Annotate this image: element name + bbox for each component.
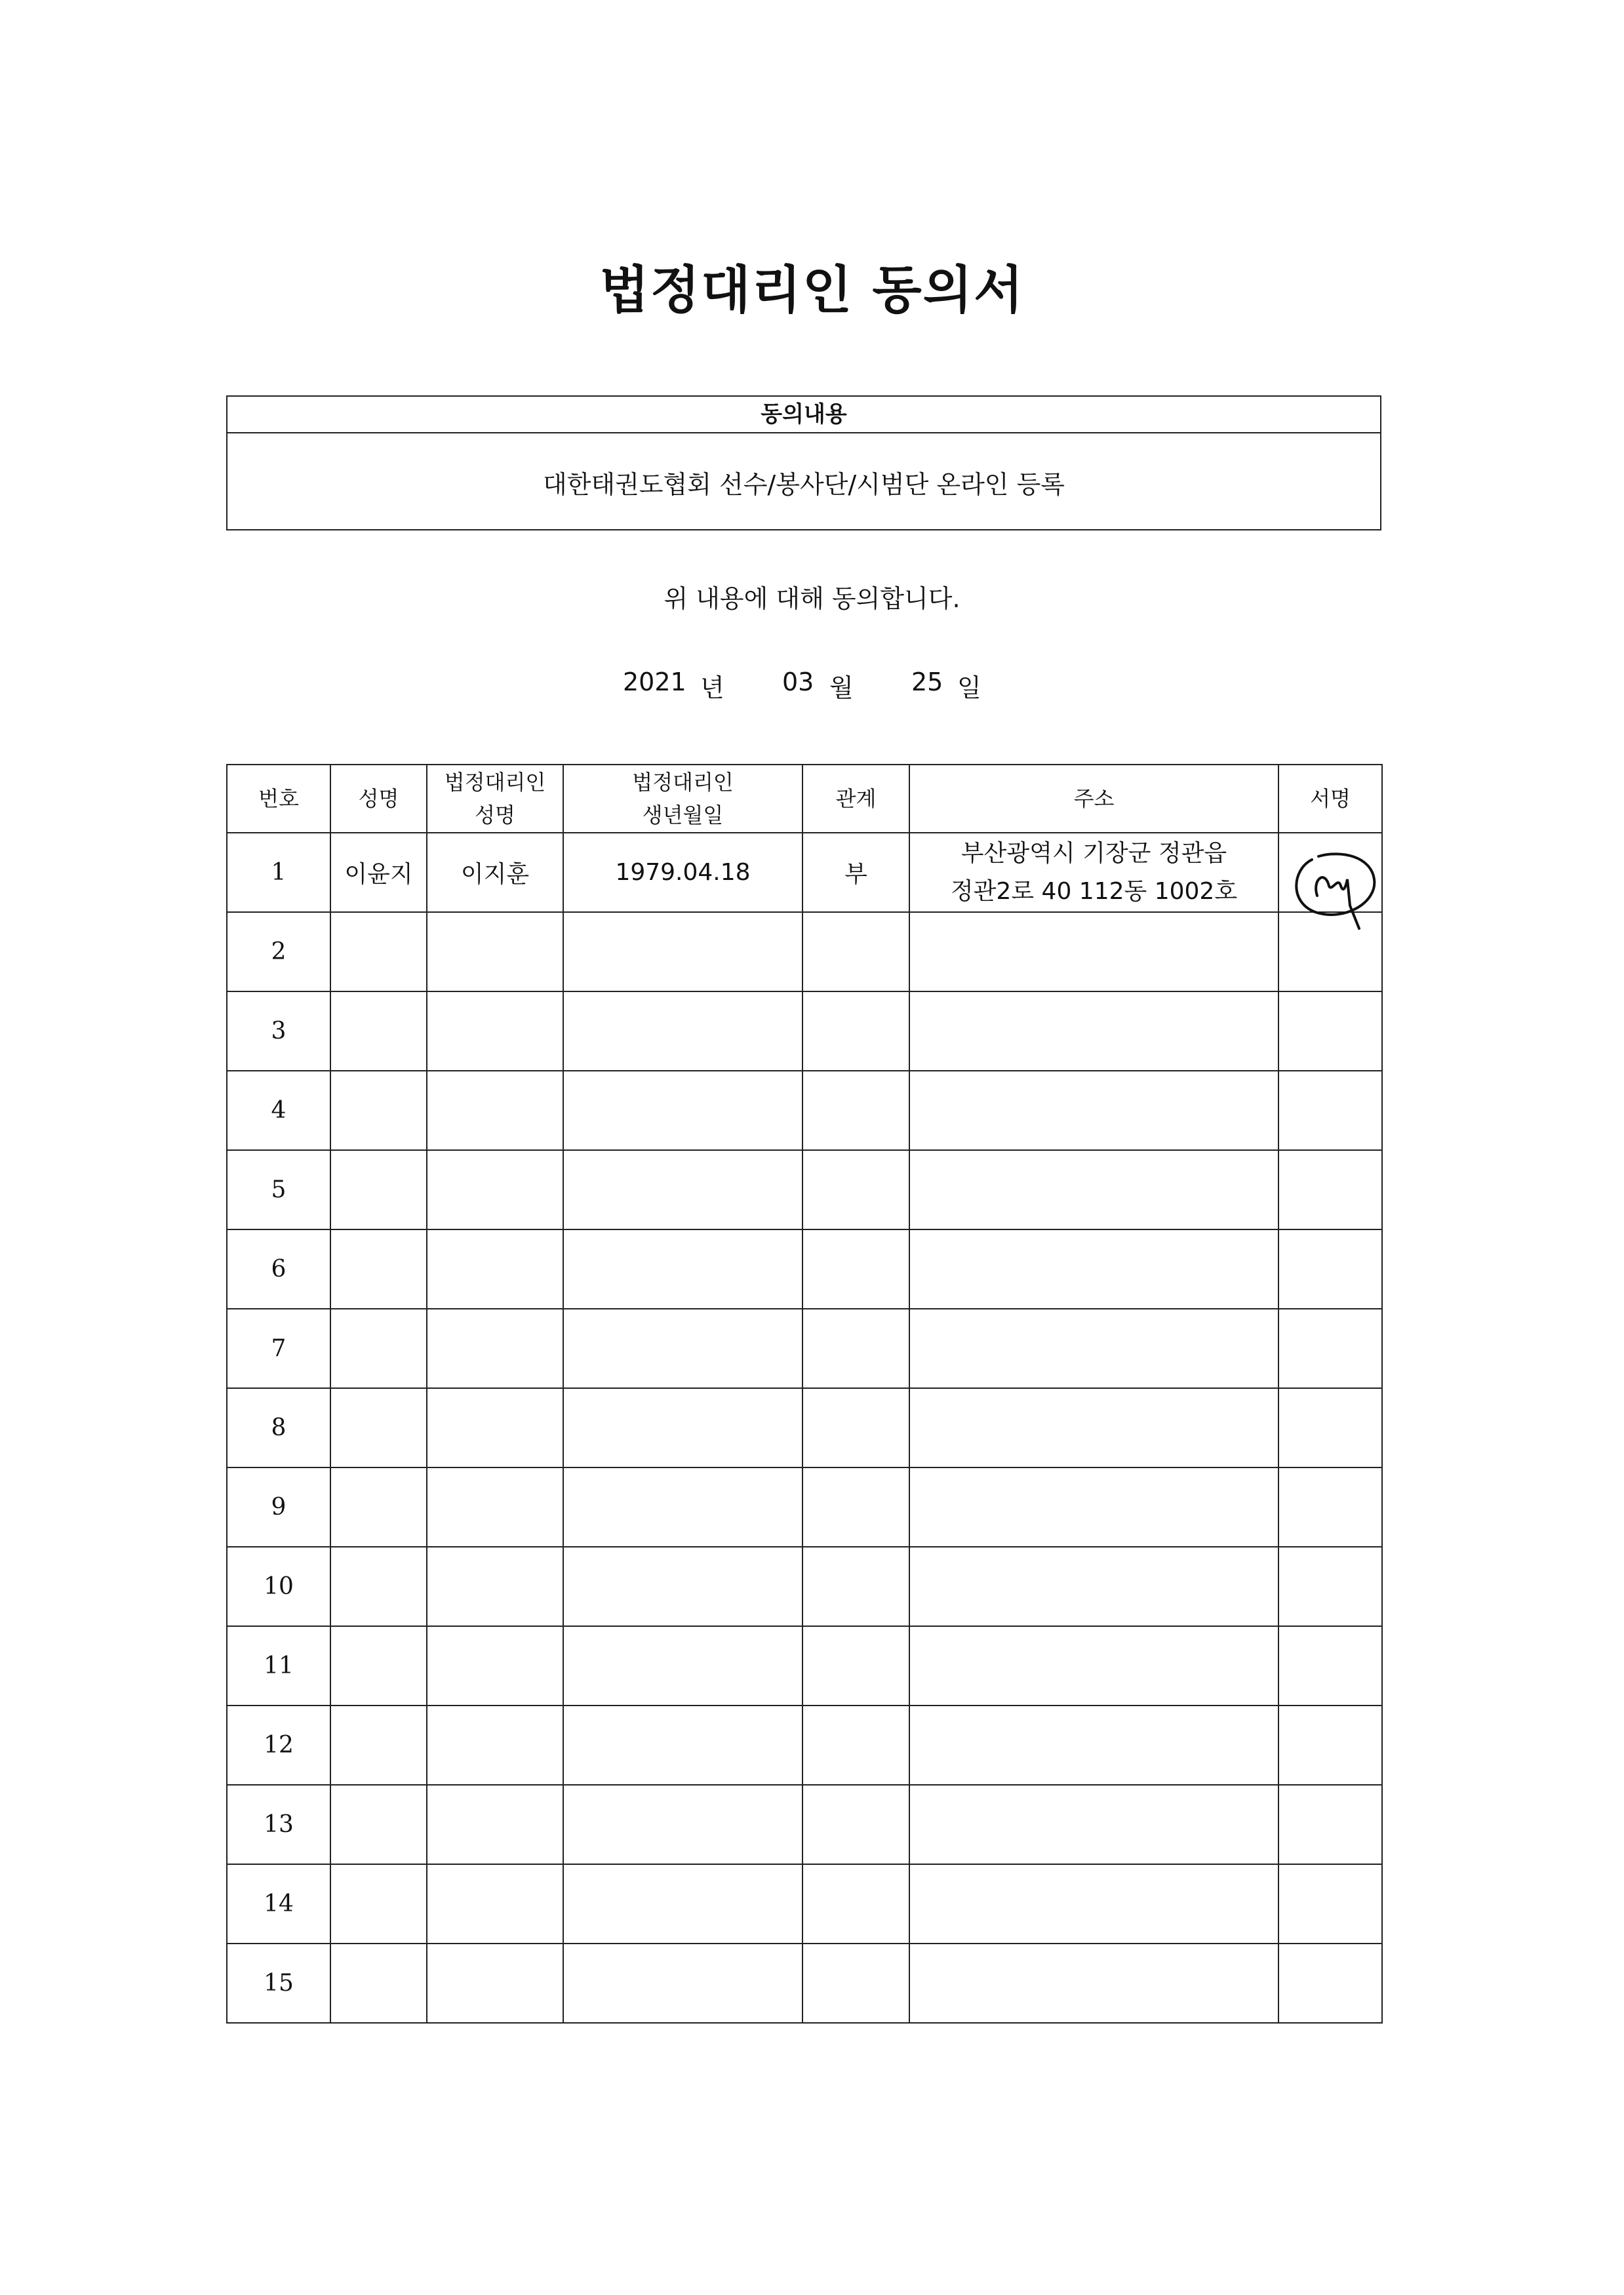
row-address [909,1706,1278,1785]
table-row [227,1071,1382,1150]
row-guardian-name [427,1388,563,1467]
table-row [227,1309,1382,1388]
row-address [909,1467,1278,1547]
row-guardian-name [427,1626,563,1706]
row-address [909,1785,1278,1864]
row-signature [1278,1864,1382,1944]
row-relation [802,912,909,991]
row-signature [1278,1467,1382,1547]
row-address [909,1547,1278,1626]
row-signature [1278,991,1382,1071]
row-relation [802,1864,909,1944]
row-no: 12 [227,1706,330,1785]
row-address [909,1864,1278,1944]
row-guardian-birth [563,1388,802,1467]
row-address [909,1150,1278,1229]
row-relation [802,1309,909,1388]
row-relation [802,1944,909,2023]
row-guardian-birth: 1979.04.18 [563,833,802,912]
row-guardian-birth [563,1150,802,1229]
guardian-registration-table [226,764,1383,2024]
row-signature [1278,1229,1382,1309]
row-relation [802,1626,909,1706]
row-guardian-name [427,991,563,1071]
row-guardian-birth [563,1626,802,1706]
row-guardian-birth [563,912,802,991]
table-row [227,1229,1382,1309]
row-no: 2 [227,912,330,991]
row-no: 6 [227,1229,330,1309]
row-no: 4 [227,1071,330,1150]
row-guardian-name [427,912,563,991]
row-address [909,912,1278,991]
row-guardian-birth [563,1547,802,1626]
row-signature [1278,1944,1382,2023]
row-no: 13 [227,1785,330,1864]
row-signature [1278,1706,1382,1785]
row-guardian-birth [563,991,802,1071]
row-signature [1278,1071,1382,1150]
row-name [330,1785,427,1864]
consent-header: 동의내용 [228,397,1380,433]
table-row [227,1150,1382,1229]
header-address: 주소 [909,765,1278,833]
row-guardian-name [427,1309,563,1388]
row-guardian-birth [563,1864,802,1944]
header-signature: 서명 [1278,765,1382,833]
table-row [227,1864,1382,1944]
row-no: 9 [227,1467,330,1547]
row-guardian-birth [563,1309,802,1388]
table-row [227,1388,1382,1467]
row-no: 15 [227,1944,330,2023]
header-relation: 관계 [802,765,909,833]
date-year-unit: 년 [700,673,724,702]
row-signature [1278,1309,1382,1388]
consent-content: 대한태권도협회 선수/봉사단/시범단 온라인 등록 [542,469,1065,499]
row-name [330,1071,427,1150]
row-guardian-birth [563,1785,802,1864]
row-address [909,1309,1278,1388]
row-guardian-name [427,1944,563,2023]
row-name [330,1626,427,1706]
row-no: 14 [227,1864,330,1944]
row-signature [1278,1547,1382,1626]
table-row [227,1706,1382,1785]
row-relation [802,1229,909,1309]
table-row [227,1785,1382,1864]
row-guardian-name [427,1864,563,1944]
row-guardian-birth [563,1229,802,1309]
row-signature [1278,1785,1382,1864]
table-row [227,1547,1382,1626]
row-name [330,1388,427,1467]
row-relation [802,1150,909,1229]
row-guardian-name [427,1229,563,1309]
date-month-unit: 월 [829,673,854,702]
row-name [330,1864,427,1944]
agreement-statement: 위 내용에 대해 동의합니다. [663,584,961,613]
row-relation [802,1706,909,1785]
header-name: 성명 [330,765,427,833]
row-address [909,1944,1278,2023]
row-name [330,1547,427,1626]
row-signature [1278,1626,1382,1706]
table-row [227,912,1382,991]
row-signature [1278,833,1382,912]
handwritten-signature [1286,840,1384,932]
row-signature [1278,1388,1382,1467]
row-no: 3 [227,991,330,1071]
row-address: 부산광역시 기장군 정관읍 정관2로 40 112동 1002호 [909,833,1278,912]
date-day: 25 [911,668,943,696]
date-day-unit: 일 [957,673,981,702]
table-row [227,1467,1382,1547]
header-guardian-name: 법정대리인 성명 [427,765,563,833]
row-name [330,991,427,1071]
row-relation [802,1785,909,1864]
date-year: 2021 [623,668,686,696]
row-relation [802,1547,909,1626]
row-name [330,1706,427,1785]
row-guardian-birth [563,1071,802,1150]
row-address [909,1388,1278,1467]
table-row [227,1944,1382,2023]
table-header-row [227,765,1382,833]
row-guardian-name [427,1706,563,1785]
document-title: 법정대리인 동의서 [599,261,1025,320]
table-row [227,833,1382,912]
row-no: 8 [227,1388,330,1467]
row-relation [802,1467,909,1547]
row-name [330,1467,427,1547]
row-name [330,1150,427,1229]
row-no: 11 [227,1626,330,1706]
row-guardian-name [427,1467,563,1547]
row-address [909,1626,1278,1706]
row-relation [802,1388,909,1467]
row-guardian-name [427,1785,563,1864]
row-guardian-birth [563,1467,802,1547]
row-guardian-birth [563,1944,802,2023]
table-row [227,991,1382,1071]
row-name: 이윤지 [330,833,427,912]
row-guardian-name [427,1071,563,1150]
row-address [909,991,1278,1071]
row-name [330,1944,427,2023]
row-guardian-name [427,1547,563,1626]
row-relation: 부 [802,833,909,912]
row-no: 10 [227,1547,330,1626]
header-guardian-birth: 법정대리인 생년월일 [563,765,802,833]
row-relation [802,1071,909,1150]
row-address [909,1229,1278,1309]
header-no: 번호 [227,765,330,833]
row-no: 5 [227,1150,330,1229]
table-row [227,1626,1382,1706]
consent-content-box [226,395,1381,530]
date-month: 03 [782,668,814,696]
row-name [330,1309,427,1388]
row-relation [802,991,909,1071]
row-address [909,1071,1278,1150]
row-no: 7 [227,1309,330,1388]
row-name [330,1229,427,1309]
row-guardian-name [427,1150,563,1229]
row-signature [1278,1150,1382,1229]
row-guardian-name: 이지훈 [427,833,563,912]
row-guardian-birth [563,1706,802,1785]
row-name [330,912,427,991]
row-no: 1 [227,833,330,912]
